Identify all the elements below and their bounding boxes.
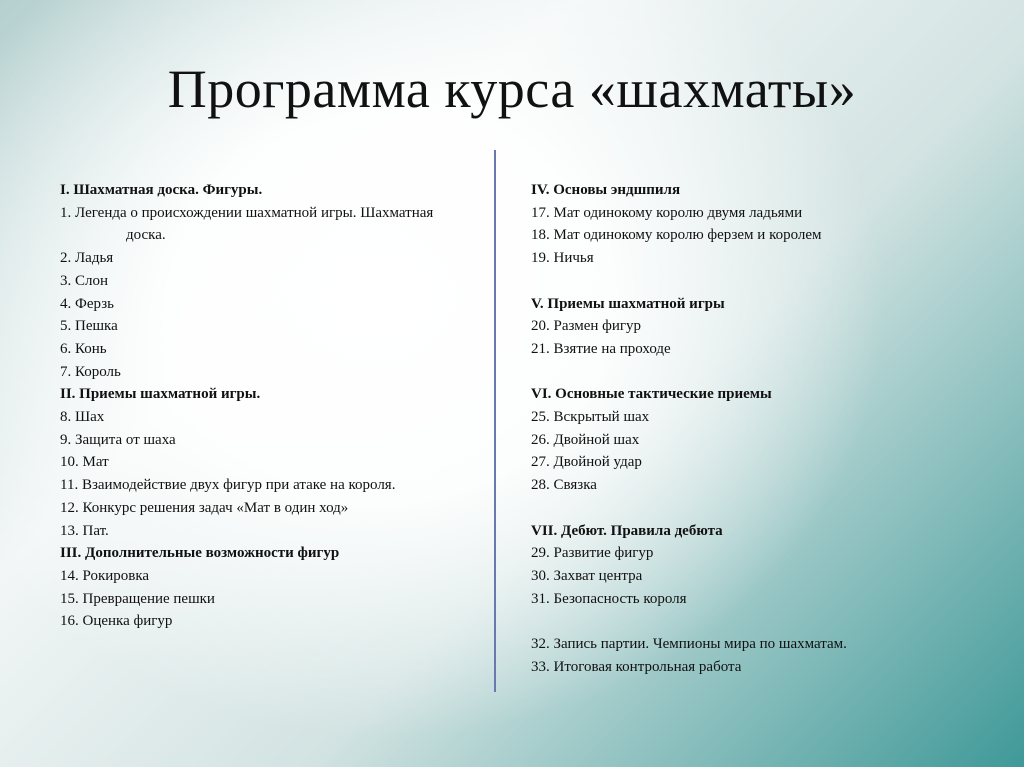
list-item-text: 17. Мат одинокому королю двумя ладьями — [531, 204, 803, 221]
list-item — [60, 474, 490, 497]
column-divider — [494, 150, 496, 692]
list-item — [60, 270, 490, 293]
list-item-text: 14. Рокировка — [60, 567, 150, 584]
list-item — [60, 406, 490, 429]
section-heading — [531, 179, 991, 202]
list-item-text: 9. Защита от шаха — [60, 431, 176, 448]
list-item-continuation: доска. — [126, 227, 166, 244]
list-item — [531, 202, 991, 225]
list-item — [531, 474, 991, 497]
list-item — [531, 315, 991, 338]
list-item — [531, 247, 991, 270]
list-item — [531, 406, 991, 429]
list-item-text: 20. Размен фигур — [531, 318, 642, 335]
list-item — [531, 451, 991, 474]
list-item — [60, 588, 490, 611]
section-heading — [531, 520, 991, 543]
list-item-text: 31. Безопасность короля — [531, 590, 687, 607]
list-item — [60, 293, 490, 316]
section-heading-text: I. Шахматная доска. Фигуры. — [60, 182, 263, 198]
section-heading-text: II. Приемы шахматной игры. — [60, 386, 261, 403]
list-item — [531, 565, 991, 588]
list-item-text: 21. Взятие на проходе — [531, 340, 671, 357]
list-item-text: 10. Мат — [60, 454, 109, 471]
list-item-text: 15. Превращение пешки — [60, 590, 215, 607]
list-item-text: 29. Развитие фигур — [531, 545, 654, 562]
list-item-text: 7. Король — [60, 363, 121, 380]
list-item — [531, 224, 991, 247]
list-item — [60, 361, 490, 384]
list-item — [60, 202, 490, 247]
list-item — [531, 338, 991, 361]
section-heading-text: III. Дополнительные возможности фигур — [60, 545, 340, 562]
page-title: Программа курса «шахматы» — [167, 59, 857, 119]
section-heading-text: IV. Основы эндшпиля — [531, 182, 681, 198]
section-heading — [60, 542, 490, 565]
list-item-text: 25. Вскрытый шах — [531, 409, 650, 425]
list-item-text: 8. Шах — [60, 409, 105, 426]
section-heading — [531, 293, 991, 316]
list-item-text: 13. Пат. — [60, 522, 109, 539]
list-item-text: 27. Двойной удар — [531, 454, 642, 471]
left-column — [60, 179, 490, 633]
list-item — [60, 338, 490, 361]
list-item — [531, 429, 991, 452]
list-item-text: 1. Легенда о происхождении шахматной игры. Шахматная — [60, 204, 434, 221]
list-item-text: 16. Оценка фигур — [60, 613, 173, 630]
list-item — [60, 429, 490, 452]
list-item — [531, 542, 991, 565]
spacer — [531, 497, 991, 520]
section-heading — [60, 179, 490, 202]
section-heading-text: VII. Дебют. Правила дебюта — [531, 522, 723, 539]
section-heading-text: V. Приемы шахматной игры — [531, 295, 725, 312]
list-item-text: 12. Конкурс решения задач «Мат в один ход» — [60, 499, 349, 516]
list-item-text: 32. Запись партии. Чемпионы мира по шахматам. — [531, 636, 847, 652]
spacer — [531, 610, 991, 633]
list-item — [60, 497, 490, 520]
list-item — [60, 610, 490, 633]
list-item-text: 28. Связка — [531, 477, 597, 494]
right-column — [531, 179, 991, 678]
list-item — [531, 633, 991, 656]
list-item — [60, 520, 490, 543]
list-item-text: 33. Итоговая контрольная работа — [531, 658, 742, 675]
list-item — [60, 247, 490, 270]
list-item — [60, 565, 490, 588]
list-item-text: 6. Конь — [60, 340, 107, 357]
section-heading-text: VI. Основные тактические приемы — [531, 386, 772, 403]
spacer — [531, 270, 991, 293]
list-item-text: 3. Слон — [60, 272, 109, 289]
list-item-text: 26. Двойной шах — [531, 431, 640, 448]
list-item-text: 5. Пешка — [60, 318, 118, 335]
section-heading — [60, 383, 490, 406]
list-item-text: 2. Ладья — [60, 250, 114, 267]
list-item — [531, 656, 991, 679]
list-item — [60, 451, 490, 474]
list-item — [531, 588, 991, 611]
list-item-text: 30. Захват центра — [531, 567, 643, 584]
section-heading — [531, 383, 991, 406]
list-item-text: 18. Мат одинокому королю ферзем и королем — [531, 227, 822, 244]
list-item — [60, 315, 490, 338]
spacer — [531, 361, 991, 384]
list-item-text: 19. Ничья — [531, 250, 594, 267]
list-item-text: 4. Ферзь — [60, 295, 114, 312]
list-item-text: 11. Взаимодействие двух фигур при атаке на короля. — [60, 477, 396, 494]
